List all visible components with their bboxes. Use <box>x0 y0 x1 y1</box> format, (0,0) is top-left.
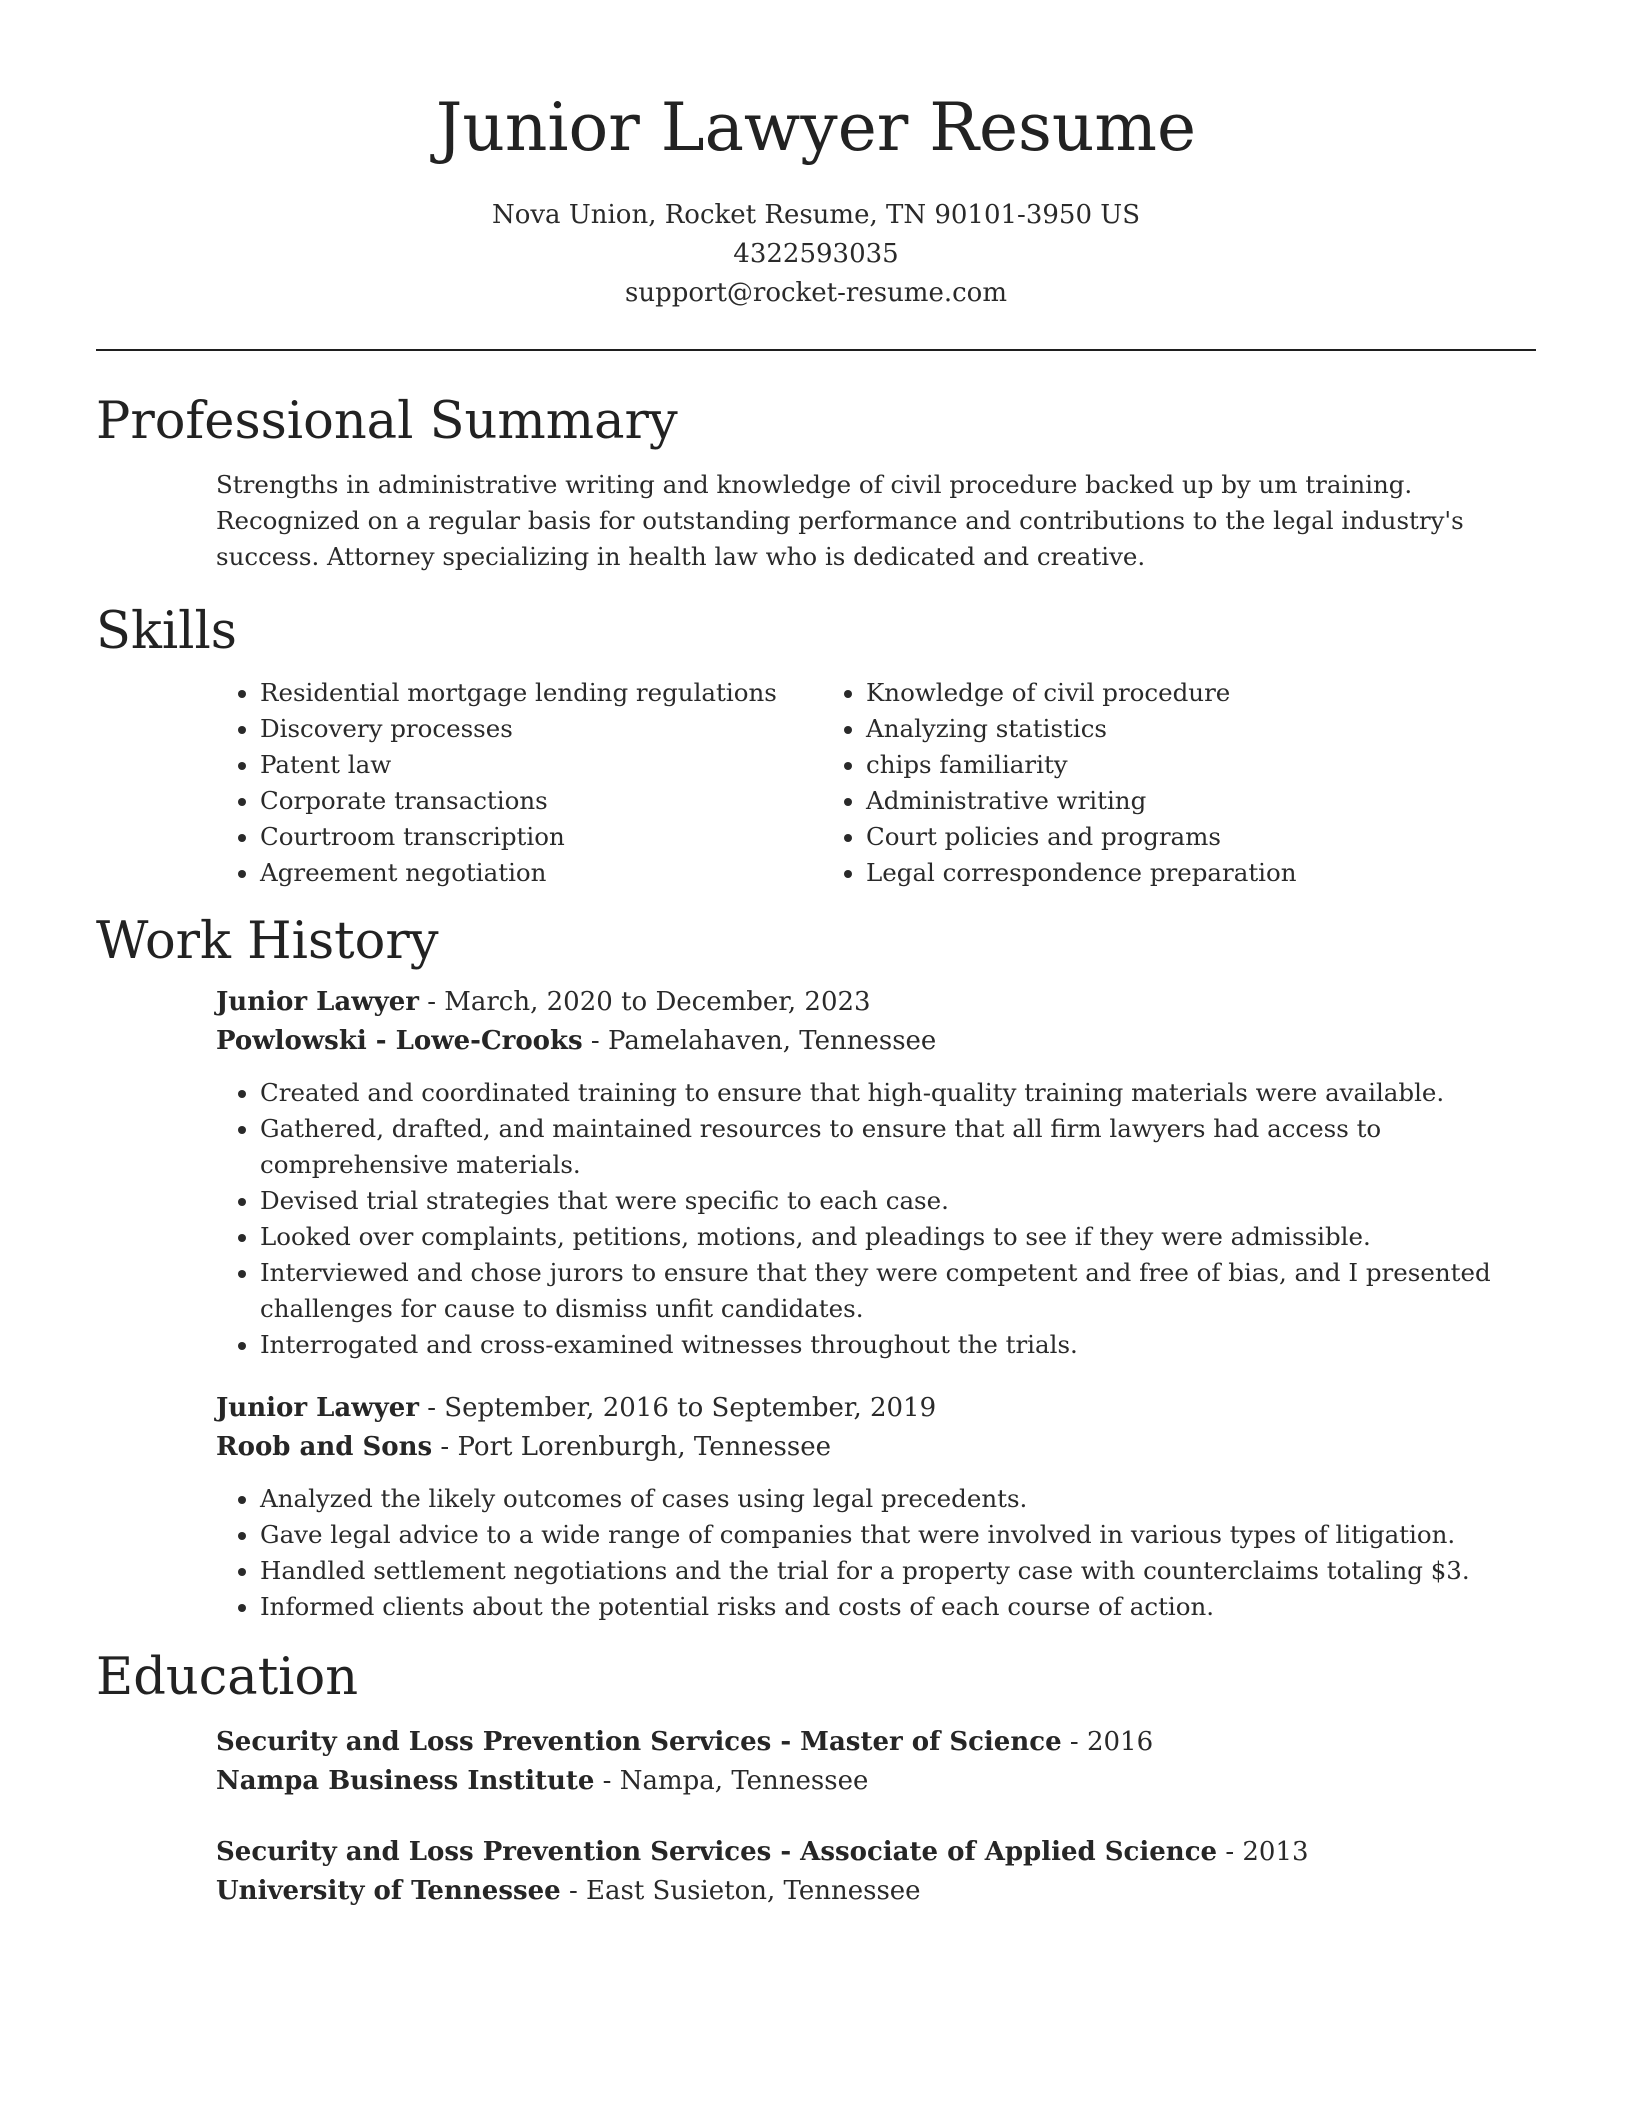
skill-item: • Discovery processes <box>260 711 822 747</box>
skill-item: • Agreement negotiation <box>260 855 822 891</box>
education-degree: - Associate of Applied Science <box>771 1837 1218 1867</box>
job-bullets <box>216 1481 1536 1625</box>
job-position: Junior Lawyer <box>216 1393 419 1423</box>
work-history-section <box>96 911 1536 1625</box>
education-school-line <box>216 1872 1536 1911</box>
job-title-line <box>216 983 1536 1022</box>
resume-header <box>96 0 1536 313</box>
education-school: Nampa Business Institute <box>216 1766 595 1796</box>
education-year: - 2016 <box>1061 1727 1154 1757</box>
summary-heading: Professional Summary <box>96 392 678 451</box>
job-location: - Pamelahaven, Tennessee <box>582 1026 937 1056</box>
education-field: Security and Loss Prevention Services <box>216 1727 772 1757</box>
skills-column-right <box>822 675 1428 891</box>
job-bullet: • Gathered, drafted, and maintained resources to ensure that all firm lawyers had access to comprehensive materials. <box>260 1111 1518 1183</box>
contact-block <box>96 196 1536 313</box>
job-company: Roob and Sons <box>216 1432 433 1462</box>
job-bullet: • Looked over complaints, petitions, motions, and pleadings to see if they were admissible. <box>260 1219 1518 1255</box>
summary-section <box>96 391 1536 575</box>
education-school-line <box>216 1762 1536 1801</box>
education-year: - 2013 <box>1217 1837 1309 1867</box>
work-history-heading: Work History <box>96 912 439 971</box>
skills-section <box>96 601 1536 891</box>
skills-heading: Skills <box>96 602 237 661</box>
skills-column-left <box>216 675 822 891</box>
contact-address: Nova Union, Rocket Resume, TN 90101-3950 US <box>491 200 1141 230</box>
education-entry <box>216 1723 1536 1801</box>
job-company-line <box>216 1428 1536 1467</box>
education-section <box>96 1647 1536 1911</box>
skill-item: • Analyzing statistics <box>866 711 1428 747</box>
header-divider <box>96 349 1536 351</box>
skill-item: • Legal correspondence preparation <box>866 855 1428 891</box>
job-bullet: • Interviewed and chose jurors to ensure that they were competent and free of bias, and I presented challenges for cause to dismiss unfit candidates. <box>260 1255 1518 1327</box>
job-position: Junior Lawyer <box>216 987 419 1017</box>
summary-text: Strengths in administrative writing and knowledge of civil procedure backed up by um training. Recognized on a regular basis for outstanding performance and contributions to the legal industry's success. Attorney specializing in health law who is dedicated and creative. <box>216 470 1464 571</box>
contact-email: support@rocket-resume.com <box>624 278 1007 308</box>
contact-phone: 4322593035 <box>733 239 899 269</box>
skill-item: • Knowledge of civil procedure <box>866 675 1428 711</box>
skills-grid <box>216 675 1536 891</box>
resume-title: Junior Lawyer Resume <box>435 89 1197 166</box>
job-dates: - September, 2016 to September, 2019 <box>418 1393 937 1423</box>
job-bullet: • Created and coordinated training to ensure that high-quality training materials were available. <box>260 1075 1518 1111</box>
education-heading: Education <box>96 1648 359 1707</box>
skill-item: • Patent law <box>260 747 822 783</box>
job-dates: - March, 2020 to December, 2023 <box>418 987 871 1017</box>
education-school: University of Tennessee <box>216 1876 561 1906</box>
job-bullet: • Informed clients about the potential risks and costs of each course of action. <box>260 1589 1518 1625</box>
job-title-line <box>216 1389 1536 1428</box>
job-company: Powlowski - Lowe-Crooks <box>216 1026 583 1056</box>
education-degree-line <box>216 1723 1536 1762</box>
job-location: - Port Lorenburgh, Tennessee <box>432 1432 831 1462</box>
skill-item: • Corporate transactions <box>260 783 822 819</box>
skill-item: • Residential mortgage lending regulations <box>260 675 822 711</box>
job-entry <box>216 983 1536 1363</box>
education-degree-line <box>216 1833 1536 1872</box>
education-location: - East Susieton, Tennessee <box>560 1876 921 1906</box>
job-bullets <box>216 1075 1536 1363</box>
job-bullet: • Handled settlement negotiations and the trial for a property case with counterclaims totaling $3. <box>260 1553 1518 1589</box>
education-degree: - Master of Science <box>771 1727 1062 1757</box>
education-entry <box>216 1833 1536 1911</box>
skill-item: • Courtroom transcription <box>260 819 822 855</box>
job-bullet: • Gave legal advice to a wide range of companies that were involved in various types of litigation. <box>260 1517 1518 1553</box>
skill-item: • Administrative writing <box>866 783 1428 819</box>
job-bullet: • Analyzed the likely outcomes of cases using legal precedents. <box>260 1481 1518 1517</box>
education-location: - Nampa, Tennessee <box>594 1766 869 1796</box>
job-bullet: • Interrogated and cross-examined witnesses throughout the trials. <box>260 1327 1518 1363</box>
job-company-line <box>216 1022 1536 1061</box>
skill-item: • Court policies and programs <box>866 819 1428 855</box>
job-entry <box>216 1389 1536 1625</box>
skill-item: • chips familiarity <box>866 747 1428 783</box>
job-bullet: • Devised trial strategies that were specific to each case. <box>260 1183 1518 1219</box>
education-field: Security and Loss Prevention Services <box>216 1837 772 1867</box>
